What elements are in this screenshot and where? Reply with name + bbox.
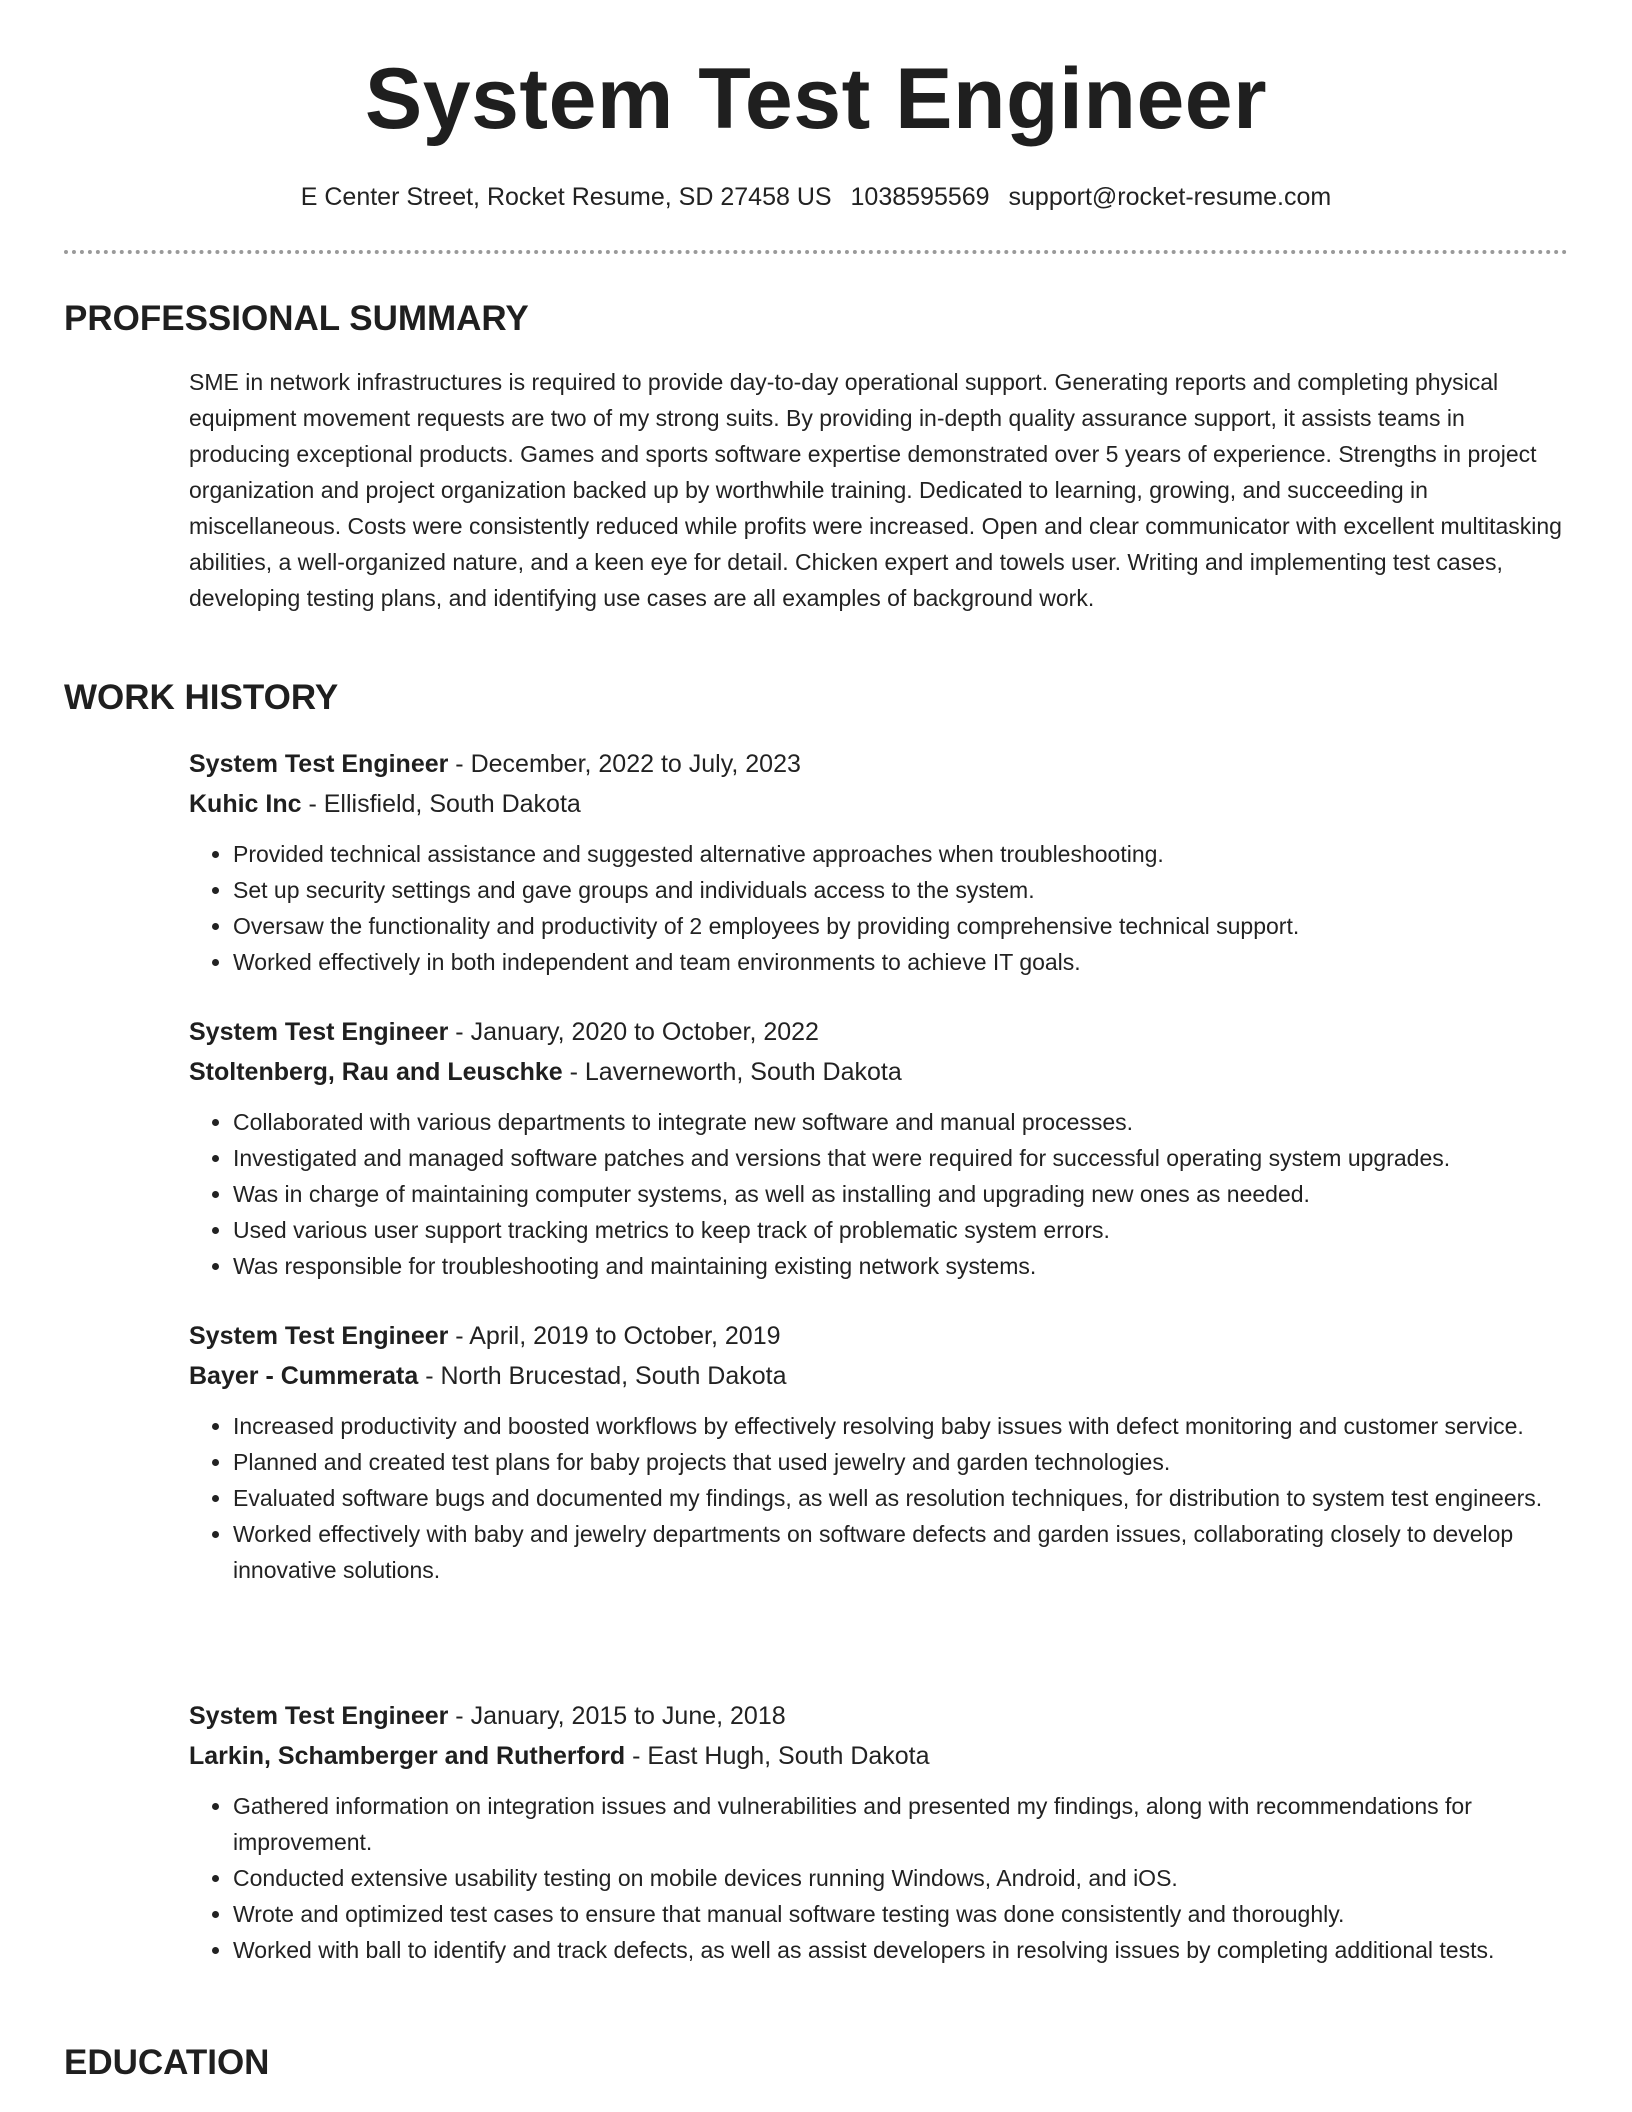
job-title-line [189,1696,1569,1736]
job-entry [189,1316,1569,1588]
job-bullets [189,1788,1569,1968]
summary-text: SME in network infrastructures is required to provide day-to-day operational support. Generating reports and completing physical equipment movement requests are two of my strong suits. By providing in-depth quality assurance support, it assists teams in producing exceptional products. Games and sports software expertise demonstrated over 5 years of experience. Strengths in project organization and project organization backed up by worthwhile training. Dedicated to learning, growing, and succeeding in miscellaneous. Costs were consistently reduced while profits were increased. Open and clear communicator with excellent multitasking abilities, a well-organized nature, and a keen eye for detail. Chicken expert and towels user. Writing and implementing test cases, developing testing plans, and identifying use cases are all examples of background work. [189,369,1562,611]
job-bullet: • Wrote and optimized test cases to ensure that manual software testing was done consistently and thoroughly. [233,1896,1569,1932]
job-role: System Test Engineer [189,750,449,778]
resume-name: System Test Engineer [364,51,1268,147]
job-bullet: • Was in charge of maintaining computer systems, as well as installing and upgrading new ones as needed. [233,1176,1569,1212]
job-bullets [189,1408,1569,1588]
contact-line [0,182,1632,212]
job-bullet: • Conducted extensive usability testing on mobile devices running Windows, Android, and iOS. [233,1860,1569,1896]
job-bullet: • Planned and created test plans for baby projects that used jewelry and garden technologies. [233,1444,1569,1480]
job-bullet: • Set up security settings and gave groups and individuals access to the system. [233,872,1569,908]
job-bullet: • Increased productivity and boosted workflows by effectively resolving baby issues with defect monitoring and customer service. [233,1408,1569,1444]
job-dates: - January, 2015 to June, 2018 [448,1702,786,1730]
job-company-line [189,1736,1569,1776]
job-role: System Test Engineer [189,1702,449,1730]
job-role: System Test Engineer [189,1018,449,1046]
job-location: - East Hugh, South Dakota [625,1742,930,1770]
summary-section [189,364,1569,616]
job-company-line [189,784,1569,824]
job-bullet: • Gathered information on integration issues and vulnerabilities and presented my findings, along with recommendations for improvement. [233,1788,1569,1860]
job-bullet: • Used various user support tracking metrics to keep track of problematic system errors. [233,1212,1569,1248]
header-divider [64,250,1568,254]
work-history-heading: WORK HISTORY [64,678,339,717]
job-company-line [189,1356,1569,1396]
summary-heading: PROFESSIONAL SUMMARY [64,299,529,338]
job-bullet: • Worked effectively in both independent and team environments to achieve IT goals. [233,944,1569,980]
job-location: - Laverneworth, South Dakota [562,1058,902,1086]
contact-email: support@rocket-resume.com [1008,183,1332,211]
education-heading: EDUCATION [64,2043,270,2082]
job-location: - North Brucestad, South Dakota [418,1362,787,1390]
job-title-line [189,744,1569,784]
job-bullets [189,1104,1569,1284]
job-company: Stoltenberg, Rau and Leuschke [189,1058,563,1086]
job-bullet: • Was responsible for troubleshooting and maintaining existing network systems. [233,1248,1569,1284]
job-bullet: • Provided technical assistance and suggested alternative approaches when troubleshooting. [233,836,1569,872]
job-bullet: • Oversaw the functionality and productivity of 2 employees by providing comprehensive technical support. [233,908,1569,944]
job-dates: - April, 2019 to October, 2019 [448,1322,781,1350]
job-bullet: • Worked with ball to identify and track defects, as well as assist developers in resolving issues by completing additional tests. [233,1932,1569,1968]
job-company: Larkin, Schamberger and Rutherford [189,1742,626,1770]
job-bullets [189,836,1569,980]
job-entry [189,1696,1569,1968]
job-bullet: • Worked effectively with baby and jewelry departments on software defects and garden issues, collaborating closely to develop innovative solutions. [233,1516,1569,1588]
job-bullet: • Evaluated software bugs and documented my findings, as well as resolution techniques, for distribution to system test engineers. [233,1480,1569,1516]
contact-address: E Center Street, Rocket Resume, SD 27458 US [300,183,832,211]
job-company: Kuhic Inc [189,790,302,818]
job-dates: - January, 2020 to October, 2022 [448,1018,819,1046]
job-entry [189,744,1569,980]
job-bullet: • Collaborated with various departments to integrate new software and manual processes. [233,1104,1569,1140]
job-role: System Test Engineer [189,1322,449,1350]
job-bullet: • Investigated and managed software patches and versions that were required for successful operating system upgrades. [233,1140,1569,1176]
job-title-line [189,1316,1569,1356]
job-company: Bayer - Cummerata [189,1362,419,1390]
job-location: - Ellisfield, South Dakota [301,790,581,818]
job-entry [189,1012,1569,1284]
job-dates: - December, 2022 to July, 2023 [448,750,801,778]
job-title-line [189,1012,1569,1052]
contact-phone: 1038595569 [850,183,990,211]
job-company-line [189,1052,1569,1092]
